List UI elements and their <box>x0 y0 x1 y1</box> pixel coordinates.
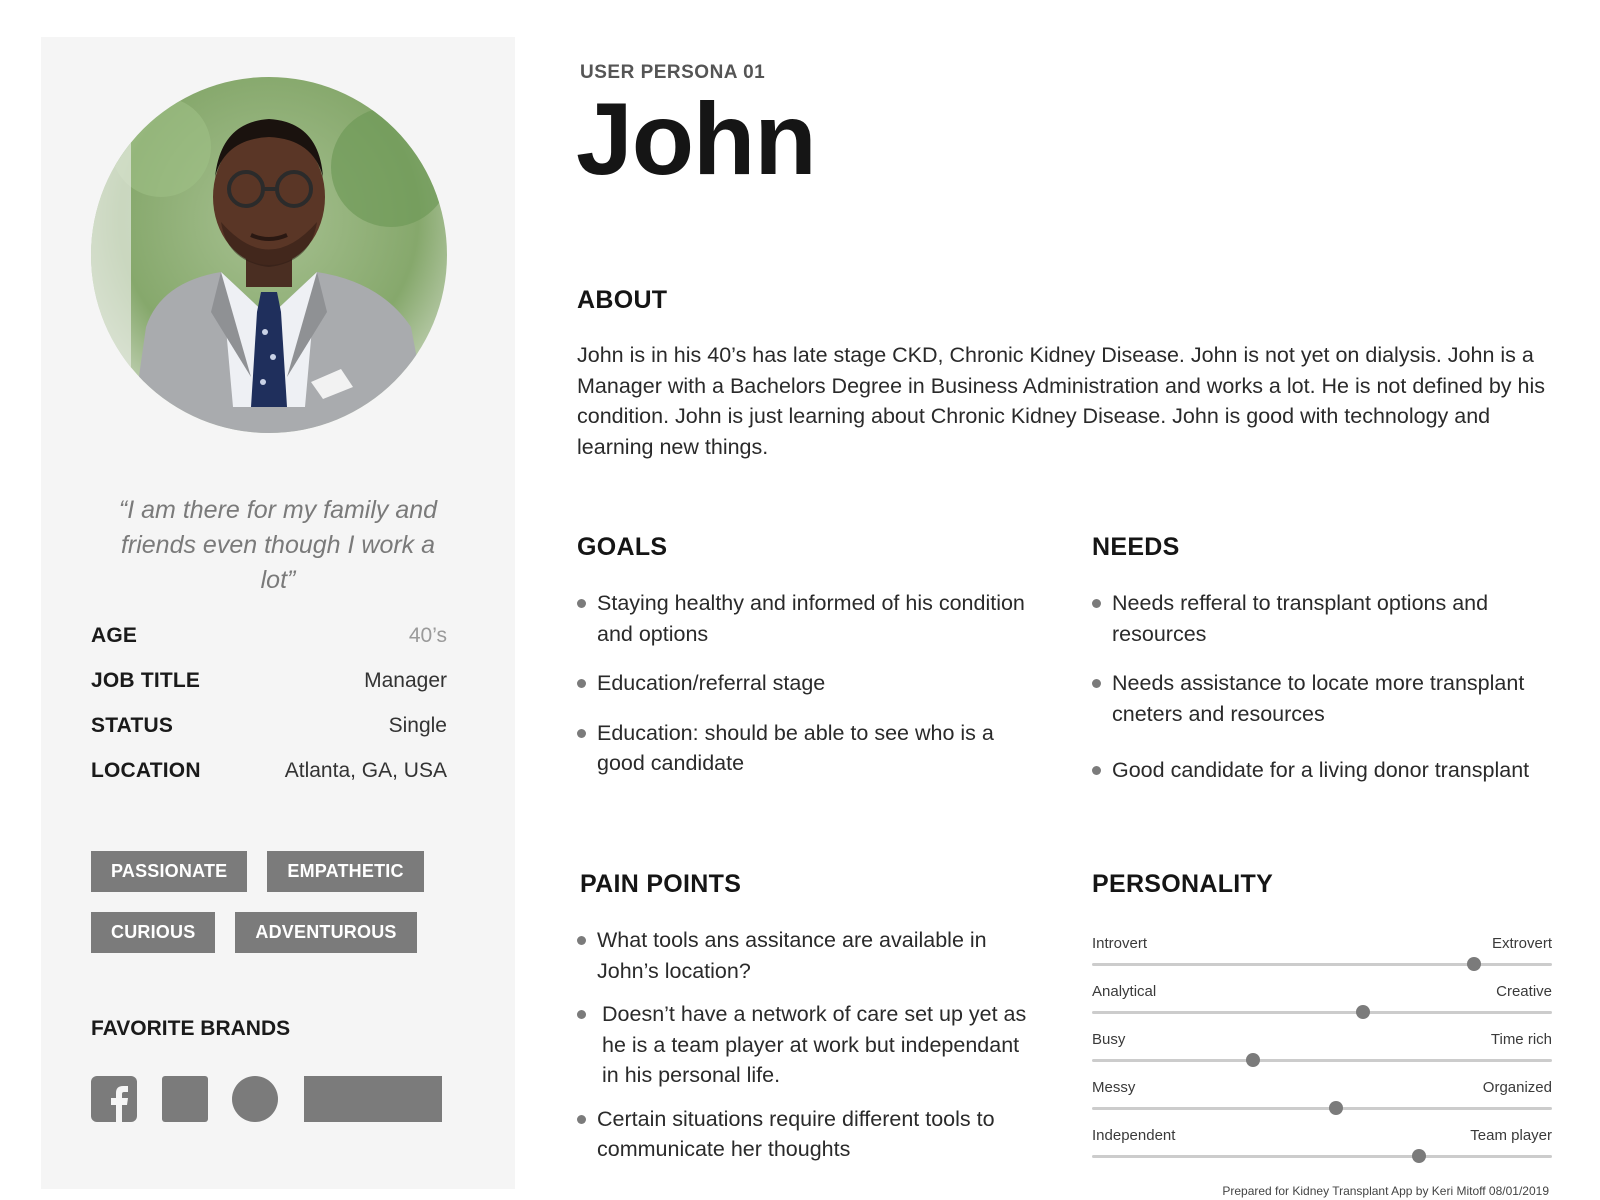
pain-points-heading: PAIN POINTS <box>580 870 742 898</box>
pain-points-list <box>577 925 1037 1165</box>
slider-right-label: Creative <box>1496 983 1552 1000</box>
list-item: What tools ans assitance are available in John’s location? <box>577 925 1037 986</box>
tag-empathetic: EMPATHETIC <box>267 851 423 892</box>
facebook-icon <box>91 1076 137 1122</box>
slider-thumb <box>1412 1149 1426 1163</box>
list-item: Staying healthy and informed of his condition and options <box>577 588 1037 649</box>
slider-analytical-creative <box>1092 983 1552 1031</box>
goals-heading: GOALS <box>577 533 668 561</box>
slider-track <box>1092 963 1552 966</box>
list-item: Certain situations require different tools to communicate her thoughts <box>577 1104 1037 1165</box>
slider-left-label: Analytical <box>1092 983 1157 1000</box>
fact-label: AGE <box>91 624 138 647</box>
tag-curious: CURIOUS <box>91 912 215 953</box>
fact-age <box>91 624 447 669</box>
trait-tags <box>91 851 471 973</box>
fact-label: JOB TITLE <box>91 669 201 692</box>
persona-photo <box>91 77 447 433</box>
slider-messy-organized <box>1092 1079 1552 1127</box>
fact-value: Manager <box>364 669 447 692</box>
slider-right-label: Organized <box>1482 1079 1552 1096</box>
profile-panel <box>41 37 515 1189</box>
slider-track <box>1092 1059 1552 1062</box>
tag-row <box>91 851 471 892</box>
list-item: Good candidate for a living donor transplant <box>1092 755 1552 786</box>
persona-facts <box>91 624 447 804</box>
slider-track <box>1092 1155 1552 1158</box>
footer-credit: Prepared for Kidney Transplant App by Keri Mitoff 08/01/2019 <box>1222 1184 1549 1198</box>
slider-thumb <box>1467 957 1481 971</box>
slider-left-label: Introvert <box>1092 935 1148 952</box>
slider-thumb <box>1329 1101 1343 1115</box>
fact-job-title <box>91 669 447 714</box>
needs-list <box>1092 588 1552 786</box>
personality-sliders <box>1092 935 1552 1175</box>
slider-thumb <box>1356 1005 1370 1019</box>
fact-value: 40’s <box>408 624 447 647</box>
square-brand-icon <box>162 1076 208 1122</box>
persona-quote: “I am there for my family and friends even though I work a lot” <box>118 496 438 594</box>
about-heading: ABOUT <box>577 286 668 314</box>
slider-introvert-extrovert <box>1092 935 1552 983</box>
slider-busy-time-rich <box>1092 1031 1552 1079</box>
slider-right-label: Time rich <box>1490 1031 1552 1048</box>
list-item: Education: should be able to see who is a good candidate <box>577 718 1037 779</box>
slider-left-label: Messy <box>1092 1079 1136 1096</box>
fact-location <box>91 759 447 804</box>
about-text: John is in his 40’s has late stage CKD, Chronic Kidney Disease. John is not yet on dialysis. John is a Manager with a Bachelors Degree in Business Administration and works a lot. He is not defined by his condition. John is just learning about Chronic Kidney Disease. John is good with technology and learning new things. <box>577 343 1546 459</box>
slider-thumb <box>1246 1053 1260 1067</box>
fact-status <box>91 714 447 759</box>
fact-label: LOCATION <box>91 759 201 782</box>
slider-left-label: Busy <box>1092 1031 1126 1048</box>
favorite-brands-heading: FAVORITE BRANDS <box>91 1017 291 1040</box>
slider-independent-team-player <box>1092 1127 1552 1175</box>
persona-kicker: USER PERSONA 01 <box>580 62 766 83</box>
goals-list <box>577 588 1037 779</box>
persona-name: John <box>576 82 816 196</box>
list-item: Needs refferal to transplant options and resources <box>1092 588 1552 649</box>
personality-heading: PERSONALITY <box>1092 870 1274 898</box>
list-item: Needs assistance to locate more transplant cneters and resources <box>1092 668 1552 729</box>
slider-right-label: Extrovert <box>1491 935 1552 952</box>
favorite-brands <box>91 1076 442 1122</box>
fact-value: Atlanta, GA, USA <box>284 759 447 782</box>
rectangle-brand-icon <box>304 1076 442 1122</box>
fact-value: Single <box>388 714 447 737</box>
list-item: Education/referral stage <box>577 668 1037 699</box>
slider-track <box>1092 1107 1552 1110</box>
list-item: Doesn’t have a network of care set up yet as he is a team player at work but independant in his personal life. <box>577 999 1037 1091</box>
tag-adventurous: ADVENTUROUS <box>235 912 416 953</box>
needs-heading: NEEDS <box>1092 533 1180 561</box>
slider-left-label: Independent <box>1092 1127 1176 1144</box>
slider-track <box>1092 1011 1552 1014</box>
circle-brand-icon <box>232 1076 278 1122</box>
tag-row <box>91 912 471 953</box>
fact-label: STATUS <box>91 714 174 737</box>
tag-passionate: PASSIONATE <box>91 851 247 892</box>
slider-right-label: Team player <box>1470 1127 1552 1144</box>
